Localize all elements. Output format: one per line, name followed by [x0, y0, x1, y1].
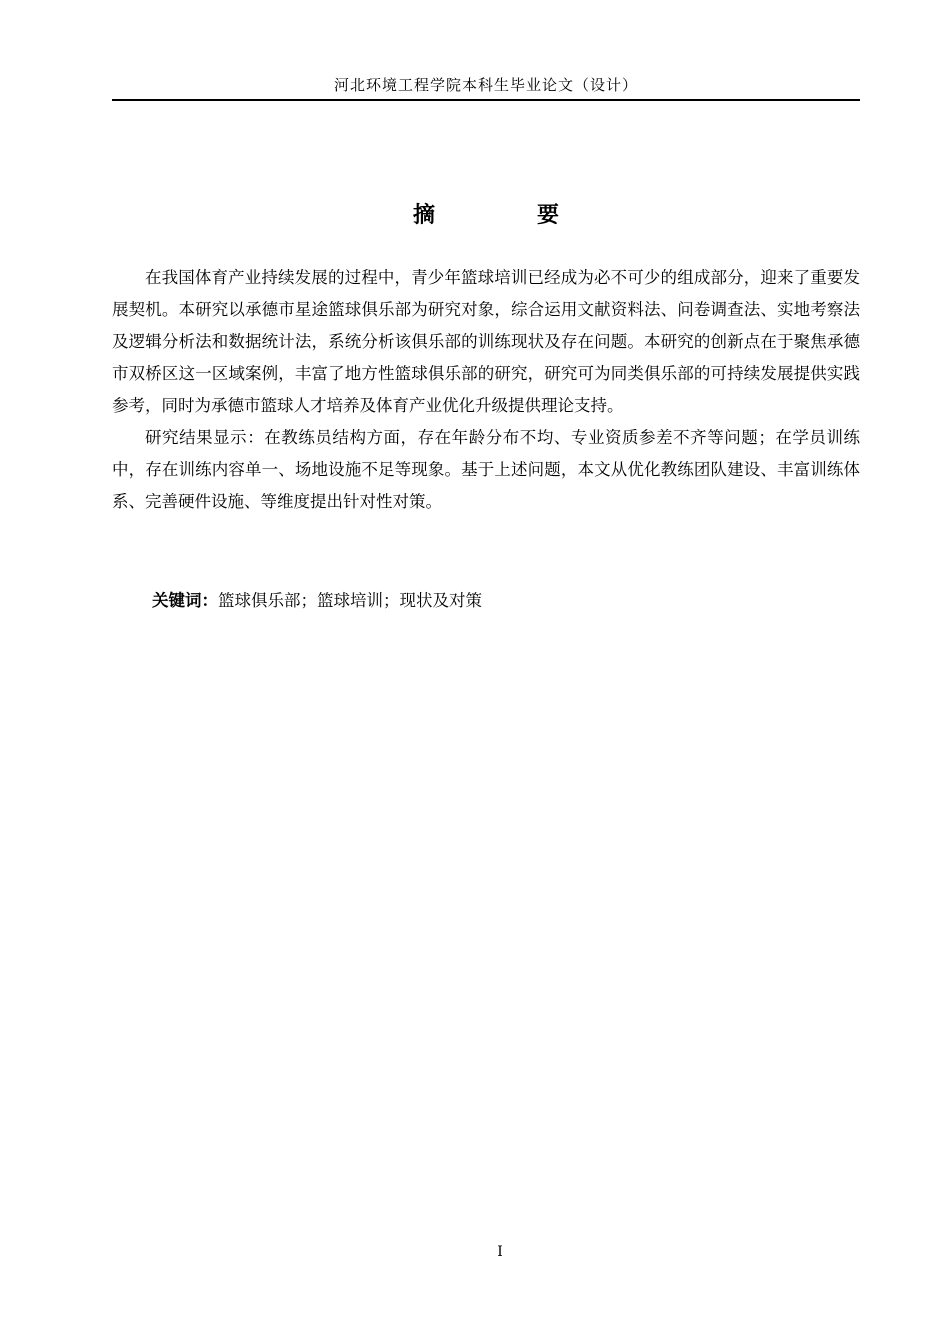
abstract-paragraph-2: 研究结果显示：在教练员结构方面，存在年龄分布不均、专业资质参差不齐等问题；在学员训练中，存在训练内容单一、场地设施不足等现象。基于上述问题，本文从优化教练团队建设、丰富训练体系、完善硬件设施、等维度提出针对性对策。	[112, 428, 860, 511]
page-number: I	[497, 1244, 503, 1260]
keywords	[152, 585, 852, 617]
page-header: 河北环境工程学院本科生毕业论文（设计）	[333, 76, 638, 94]
abstract-title: 摘 要	[412, 203, 599, 228]
abstract-body	[112, 262, 860, 518]
abstract-paragraph-1: 在我国体育产业持续发展的过程中，青少年篮球培训已经成为必不可少的组成部分，迎来了重要发展契机。本研究以承德市星途篮球俱乐部为研究对象，综合运用文献资料法、问卷调查法、实地考察法及逻辑分析法和数据统计法，系统分析该俱乐部的训练现状及存在问题。本研究的创新点在于聚焦承德市双桥区这一区域案例，丰富了地方性篮球俱乐部的研究，研究可为同类俱乐部的可持续发展提供实践参考，同时为承德市篮球人才培养及体育产业优化升级提供理论支持。	[112, 268, 860, 415]
keywords-label: 关键词：	[152, 591, 218, 610]
header-rule	[112, 99, 860, 101]
keywords-text: 篮球俱乐部；篮球培训；现状及对策	[218, 591, 482, 610]
